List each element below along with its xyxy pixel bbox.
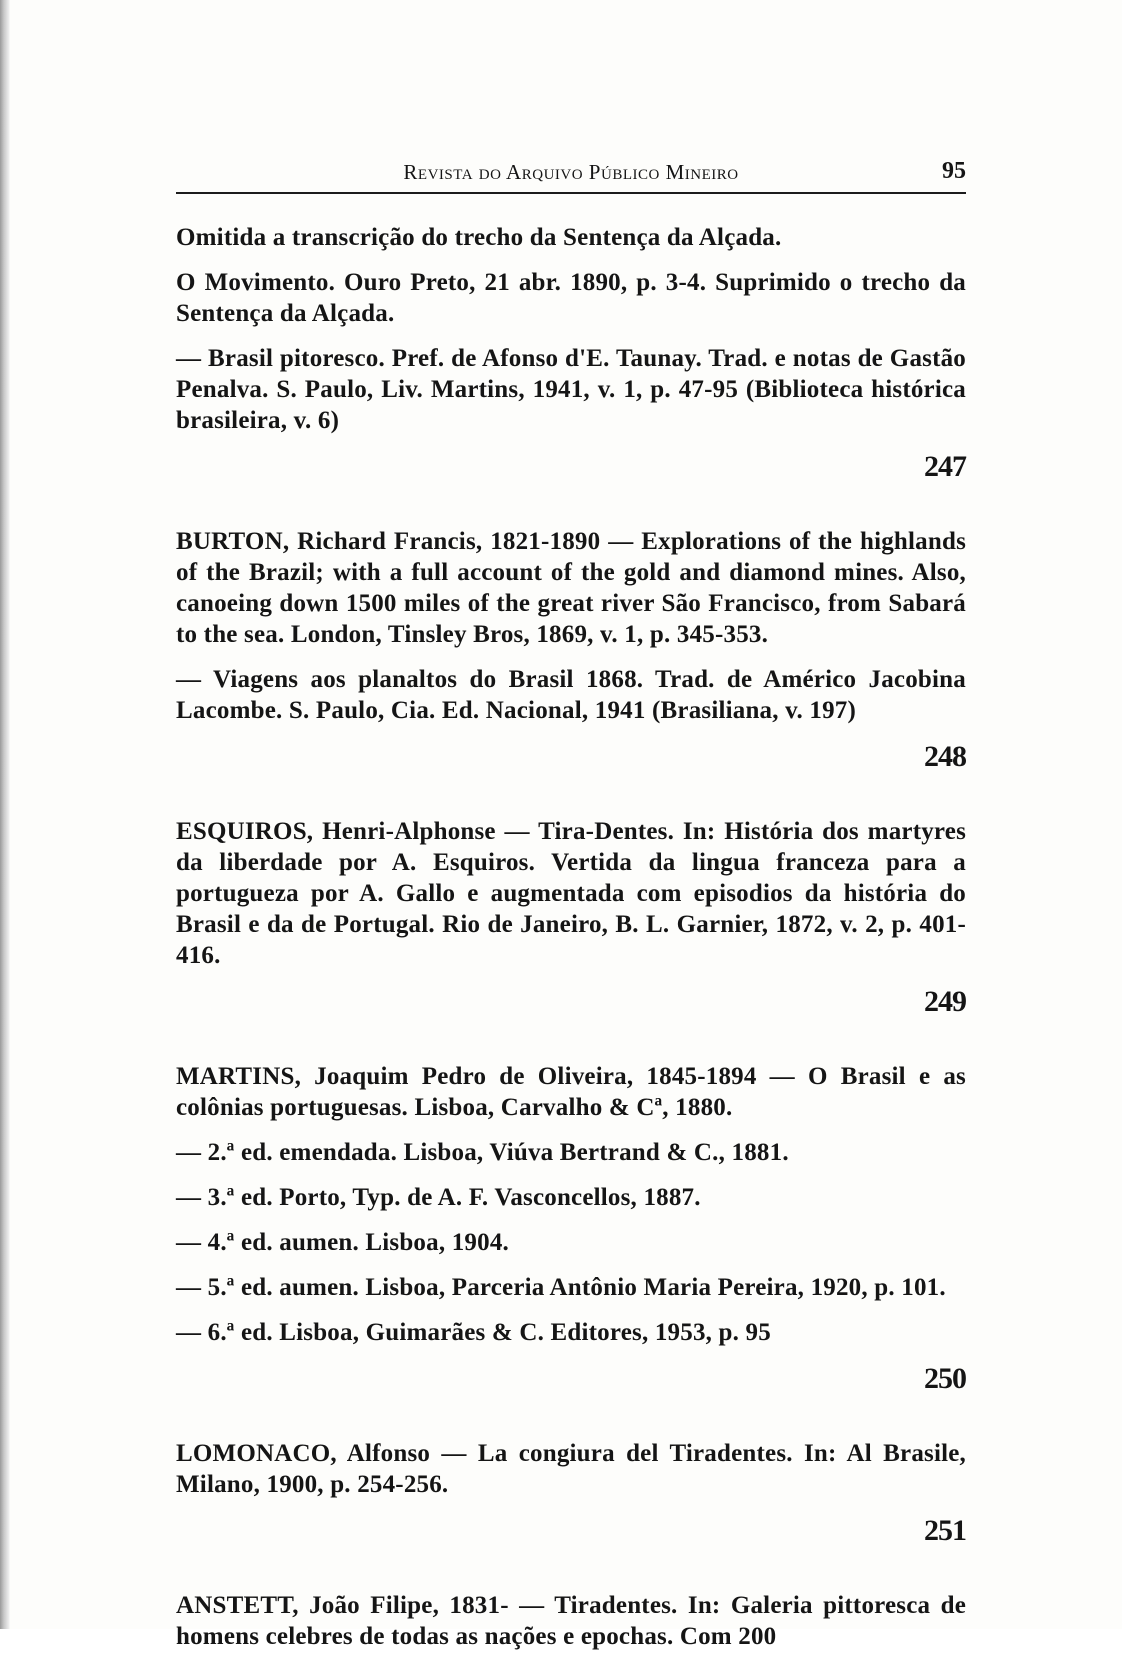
edition-entry: — 6.ª ed. Lisboa, Guimarães & C. Editores, 1953, p. 95 bbox=[176, 1319, 771, 1346]
edition-entry: — 2.ª ed. emendada. Lisboa, Viúva Bertrand & C., 1881. bbox=[176, 1139, 789, 1166]
page-number: 95 bbox=[942, 158, 966, 184]
entry-number: 249 bbox=[924, 985, 966, 1018]
bibliographic-entry: ANSTETT, João Filipe, 1831- — Tiradentes. In: Galeria pittoresca de homens celebres de todas as nações e epochas. Com 200 bbox=[176, 1592, 966, 1650]
entry-number: 247 bbox=[924, 450, 966, 483]
entry-number: 250 bbox=[924, 1362, 966, 1395]
edition-entry: — 5.ª ed. aumen. Lisboa, Parceria Antônio Maria Pereira, 1920, p. 101. bbox=[176, 1274, 946, 1301]
bibliographic-entry: ESQUIROS, Henri-Alphonse — Tira-Dentes. In: História dos martyres da liberdade por A. Esquiros. Vertida da lingua franceza para a portugueza por A. Gallo e augmentada com episodios da história do Brasil e da de Portugal. Rio de Janeiro, B. L. Garnier, 1872, v. 2, p. 401-416. bbox=[176, 818, 966, 969]
paragraph: — Brasil pitoresco. Pref. de Afonso d'E. Taunay. Trad. e notas de Gastão Penalva. S. Paulo, Liv. Martins, 1941, v. 1, p. 47-95 (Biblioteca histórica brasileira, v. 6) bbox=[176, 345, 966, 434]
edition-entry: — 4.ª ed. aumen. Lisboa, 1904. bbox=[176, 1229, 509, 1256]
bibliographic-entry: — Viagens aos planaltos do Brasil 1868. Trad. de Américo Jacobina Lacombe. S. Paulo, Cia. Ed. Nacional, 1941 (Brasiliana, v. 197) bbox=[176, 666, 966, 724]
running-header bbox=[176, 158, 966, 194]
bibliographic-entry: LOMONACO, Alfonso — La congiura del Tiradentes. In: Al Brasile, Milano, 1900, p. 254-256. bbox=[176, 1440, 966, 1498]
entry-number: 251 bbox=[924, 1514, 966, 1547]
page-body bbox=[176, 222, 966, 1666]
entry-number: 248 bbox=[924, 740, 966, 773]
edition-entry: — 3.ª ed. Porto, Typ. de A. F. Vasconcellos, 1887. bbox=[176, 1184, 701, 1211]
paragraph: Omitida a transcrição do trecho da Sentença da Alçada. bbox=[176, 224, 782, 251]
paragraph: O Movimento. Ouro Preto, 21 abr. 1890, p. 3-4. Suprimido o trecho da Sentença da Alçada. bbox=[176, 269, 966, 327]
binding-edge bbox=[0, 0, 10, 1629]
bibliographic-entry: MARTINS, Joaquim Pedro de Oliveira, 1845-1894 — O Brasil e as colônias portuguesas. Lisboa, Carvalho & Cª, 1880. bbox=[176, 1063, 966, 1121]
journal-title: Revista do Arquivo Público Mineiro bbox=[403, 160, 739, 184]
bibliographic-entry: BURTON, Richard Francis, 1821-1890 — Explorations of the highlands of the Brazil; with a full account of the gold and diamond mines. Also, canoeing down 1500 miles of the great river São Francisco, from Sabará to the sea. London, Tinsley Bros, 1869, v. 1, p. 345-353. bbox=[176, 528, 966, 648]
